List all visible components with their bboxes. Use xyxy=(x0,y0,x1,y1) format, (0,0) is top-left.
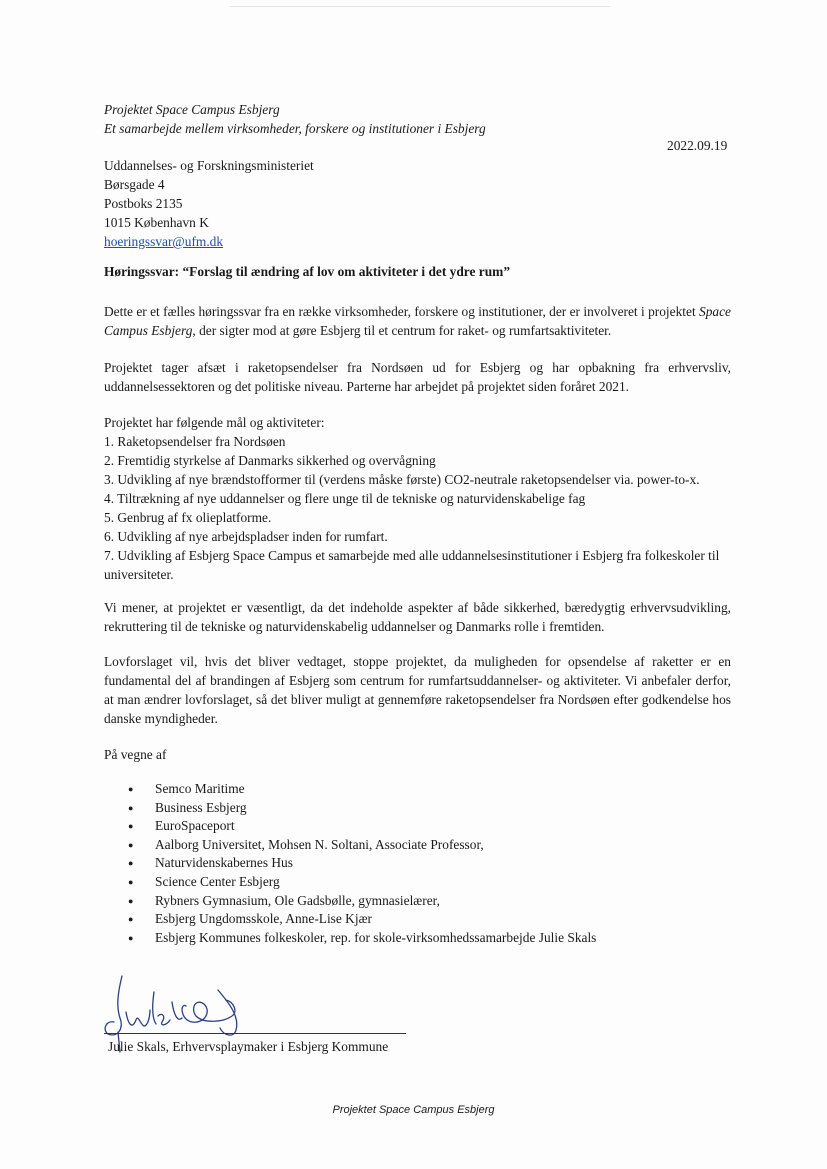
project-tagline: Et samarbejde mellem virksomheder, forskere og institutioner i Esbjerg xyxy=(104,121,486,136)
organization-item: ● Business Esbjerg xyxy=(104,799,596,818)
recipient-address xyxy=(104,156,314,251)
recommendation-paragraph: Lovforslaget vil, hvis det bliver vedtaget, stoppe projektet, da muligheden for opsendelse af raketter er en fundamental del af brandingen af Esbjerg som centrum for rumfartsuddannelser- og aktiviteter. Vi anbefaler derfor, at man ændrer lovforslaget, så det bliver muligt at gennemføre raketopsendelser fra Nordsøen efter godkendelse hos danske myndigheder. xyxy=(104,654,731,726)
goal-item: 1. Raketopsendelser fra Nordsøen xyxy=(104,434,286,449)
goal-item: 3. Udvikling af nye brændstofformer til (verdens måske første) CO2-neutrale raketopsendelser via. power-to-x. xyxy=(104,472,700,487)
scan-artifact xyxy=(230,6,610,7)
address-line: Uddannelses- og Forskningsministeriet xyxy=(104,158,314,173)
address-line: Børsgade 4 xyxy=(104,177,165,192)
intro-project-name: Space Campus Esbjerg xyxy=(104,304,731,338)
goals-list xyxy=(104,413,731,584)
goals-heading: Projektet har følgende mål og aktiviteter: xyxy=(104,415,325,430)
organization-item: ● Esbjerg Kommunes folkeskoler, rep. for skole-virksomhedssamarbejde Julie Skals xyxy=(104,929,596,948)
organization-item: ● Rybners Gymnasium, Ole Gadsbølle, gymnasielærer, xyxy=(104,892,596,911)
organization-item: ● EuroSpaceport xyxy=(104,817,596,836)
organization-item: ● Naturvidenskabernes Hus xyxy=(104,854,596,873)
goal-item: 4. Tiltrækning af nye uddannelser og flere unge til de tekniske og naturvidenskabelige fag xyxy=(104,491,586,506)
goal-item: 2. Fremtidig styrkelse af Danmarks sikkerhed og overvågning xyxy=(104,453,436,468)
signer-name: Julie Skals, Erhvervsplaymaker i Esbjerg Kommune xyxy=(108,1039,389,1054)
subject-heading: Høringssvar: “Forslag til ændring af lov om aktiviteter i det ydre rum” xyxy=(104,264,511,279)
goal-item: 6. Udvikling af nye arbejdspladser inden for rumfart. xyxy=(104,529,388,544)
address-line: Postboks 2135 xyxy=(104,196,183,211)
organization-item: ● Semco Maritime xyxy=(104,780,596,799)
organization-item: ● Aalborg Universitet, Mohsen N. Soltani, Associate Professor, xyxy=(104,836,596,855)
project-name: Projektet Space Campus Esbjerg xyxy=(104,102,280,117)
organization-list xyxy=(104,780,596,947)
background-paragraph: Projektet tager afsæt i raketopsendelser fra Nordsøen ud for Esbjerg og har opbakning fra erhvervsliv, uddannelsessektoren og det politiske niveau. Parterne har arbejdet på projektet siden foråret 2021. xyxy=(104,360,731,394)
letter-date: 2022.09.19 xyxy=(667,138,728,153)
intro-paragraph xyxy=(104,302,731,340)
on-behalf-label: På vegne af xyxy=(104,747,167,762)
goal-item: 7. Udvikling af Esbjerg Space Campus et samarbejde med alle uddannelsesinstitutioner i Esbjerg fra folkeskoler til universiteter. xyxy=(104,548,720,582)
address-line: 1015 København K xyxy=(104,215,209,230)
organization-item: ● Science Center Esbjerg xyxy=(104,873,596,892)
organization-item: ● Esbjerg Ungdomsskole, Anne-Lise Kjær xyxy=(104,910,596,929)
goal-item: 5. Genbrug af fx olieplatforme. xyxy=(104,510,272,525)
page-footer: Projektet Space Campus Esbjerg xyxy=(332,1104,495,1116)
intro-text-end: , der sigter mod at gøre Esbjerg til et centrum for raket- og rumfartsaktiviteter. xyxy=(192,323,612,338)
recipient-email-link[interactable]: hoeringssvar@ufm.dk xyxy=(104,234,224,249)
importance-paragraph: Vi mener, at projektet er væsentligt, da det indeholde aspekter af både sikkerhed, bæredygtig erhvervsudvikling, rekruttering til de tekniske og naturvidenskabelig uddannelser og Danmarks rolle i fremtiden. xyxy=(104,600,731,634)
signature-line xyxy=(104,1033,406,1034)
intro-text-start: Dette er et fælles høringssvar fra en række virksomheder, forskere og institutioner, der er involveret i projektet xyxy=(104,304,700,319)
